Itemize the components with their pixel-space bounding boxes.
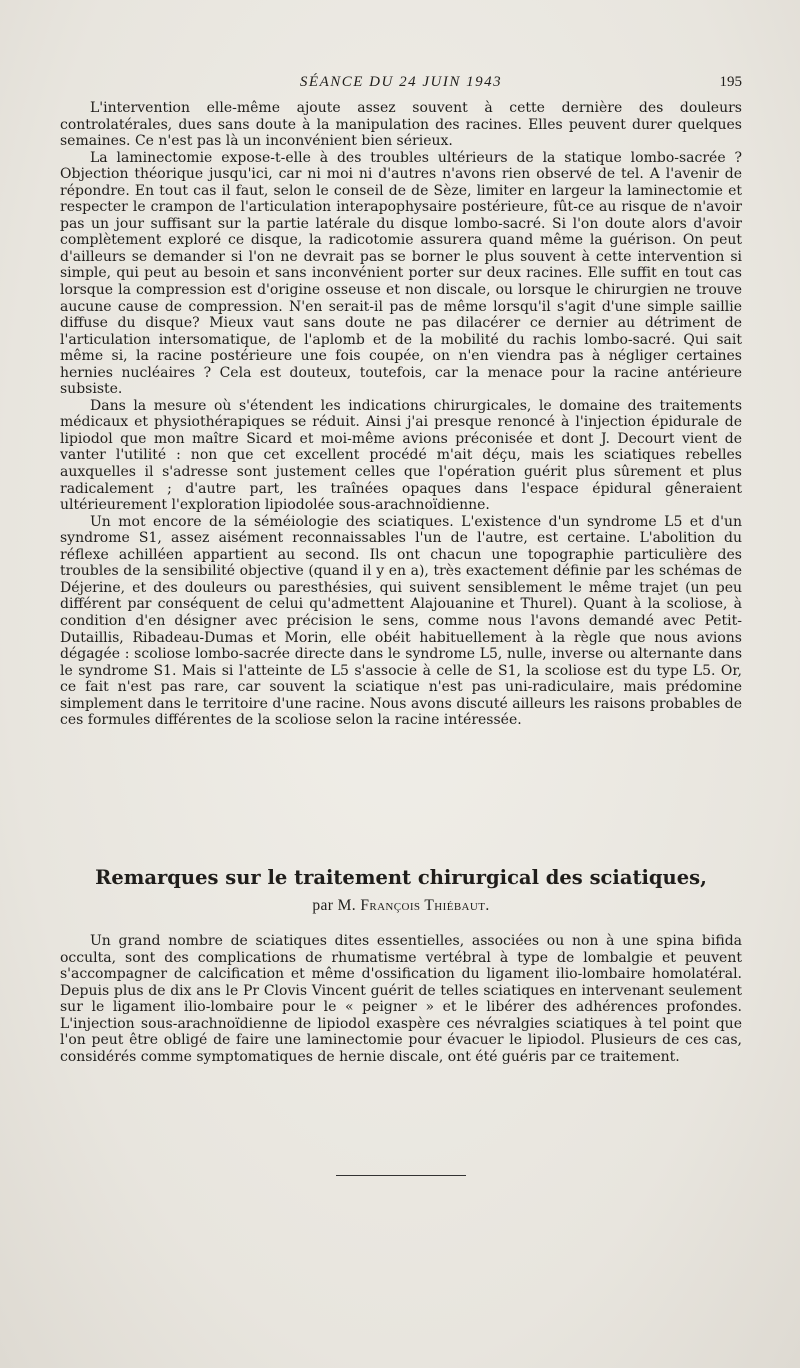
paragraph: Dans la mesure où s'étendent les indications chirurgicales, le domaine des traitements médicaux et physiothérapiques se réduit. Ainsi j'ai presque renoncé à l'injection épidurale de lipiodol que mon maître Sicard et moi-même avions préconisée et dont J. Decourt vient de vanter l'utilité : non que cet excellent procédé m'ait déçu, mais les sciatiques rebelles auxquelles il s'adresse sont justement celles que l'opération guérit plus sûrement et plus radicalement ; d'autre part, les traînées opaques dans l'espace épidural gêneraient ultérieurement l'exploration lipiodolée sous-arachnoïdienne. [60, 397, 742, 514]
paragraph: L'intervention elle-même ajoute assez souvent à cette dernière des douleurs controlatérales, dues sans doute à la manipulation des racines. Elles peuvent durer quelques semaines. Ce n'est pas là un inconvénient bien sérieux. [60, 100, 742, 150]
paragraph: La laminectomie expose-t-elle à des troubles ultérieurs de la statique lombo-sacrée ? Objection théorique jusqu'ici, car ni moi ni d'autres n'avons rien observé de tel. A l'avenir de répondre. En tout cas il faut, selon le conseil de de Sèze, limiter en largeur la laminectomie et respecter le crampon de l'articulation interapophysaire postérieure, fût-ce au risque de n'avoir pas un jour suffisant sur la partie latérale du disque lombo-sacré. Si l'on doute alors d'avoir complètement exploré ce disque, la radicotomie assurera quand même la guérison. On peut d'ailleurs se demander si l'on ne devrait pas se borner le plus souvent à cette intervention si simple, qui peut au besoin et sans inconvénient porter sur deux racines. Elle suffit en tout cas lorsque la compression est d'origine osseuse et non discale, ou lorsque le chirurgien ne trouve aucune cause de compression. N'en serait-il pas de même lorsqu'il s'agit d'une simple saillie diffuse du disque? Mieux vaut sans doute ne pas dilacérer ce dernier au détriment de l'articulation intersomatique, de l'aplomb et de la mobilité du rachis lombo-sacré. Qui sait même si, la racine postérieure une fois coupée, on n'en viendra pas à négliger certaines hernies nucléaires ? Cela est douteux, toutefois, car la menace pour la racine antérieure subsiste. [60, 149, 742, 398]
main-text [60, 100, 742, 729]
page-header [60, 74, 742, 98]
paragraph: Un grand nombre de sciatiques dites essentielles, associées ou non à une spina bifida occulta, sont des complications de rhumatisme vertébral à type de lombalgie et peuvent s'accompagner de calcification et même d'ossification du ligament ilio-lombaire homolatéral. Depuis plus de dix ans le Pr Clovis Vincent guérit de telles sciatiques en intervenant seulement sur le ligament ilio-lombaire pour le « peigner » et le libérer des adhérences profondes. L'injection sous-arachnoïdienne de lipiodol exaspère ces névralgies sciatiques à tel point que l'on peut être obligé de faire une laminectomie pour évacuer le lipiodol. Plusieurs de ces cas, considérés comme symptomatiques de hernie discale, ont été guéris par ce traitement. [60, 933, 742, 1065]
section-text [60, 933, 742, 1065]
page-number: 195 [719, 74, 742, 90]
paragraph: Un mot encore de la séméiologie des sciatiques. L'existence d'un syndrome L5 et d'un syndrome S1, assez aisément reconnaissables l'un de l'autre, est certaine. L'abolition du réflexe achilléen appartient au second. Ils ont chacun une topographie particulière des troubles de la sensibilité objective (quand il y en a), très exactement définie par les schémas de Déjerine, et des douleurs ou paresthésies, qui suivent sensiblement le même trajet (un peu différent par conséquent de celui qu'admettent Alajouanine et Thurel). Quant à la scoliose, à condition d'en désigner avec précision le sens, comme nous l'avons demandé avec Petit-Dutaillis, Ribadeau-Dumas et Morin, elle obéit habituellement à la règle que nous avions dégagée : scoliose lombo-sacrée directe dans le syndrome L5, nulle, inverse ou alternante dans le syndrome S1. Mais si l'atteinte de L5 s'associe à celle de S1, la scoliose est du type L5. Or, ce fait n'est pas rare, car souvent la sciatique n'est pas uni-radiculaire, mais prédomine simplement dans le territoire d'une racine. Nous avons discuté ailleurs les raisons probables de ces formules différentes de la scoliose selon la racine intéressée. [60, 513, 742, 729]
author-name: François Thiébaut. [360, 897, 490, 914]
byline-prefix: par M. [312, 897, 361, 914]
end-rule [336, 1175, 466, 1176]
running-head: SÉANCE DU 24 JUIN 1943 [299, 74, 503, 90]
section-title: Remarques sur le traitement chirurgical des sciatiques, [95, 866, 707, 889]
author-byline [60, 897, 742, 915]
